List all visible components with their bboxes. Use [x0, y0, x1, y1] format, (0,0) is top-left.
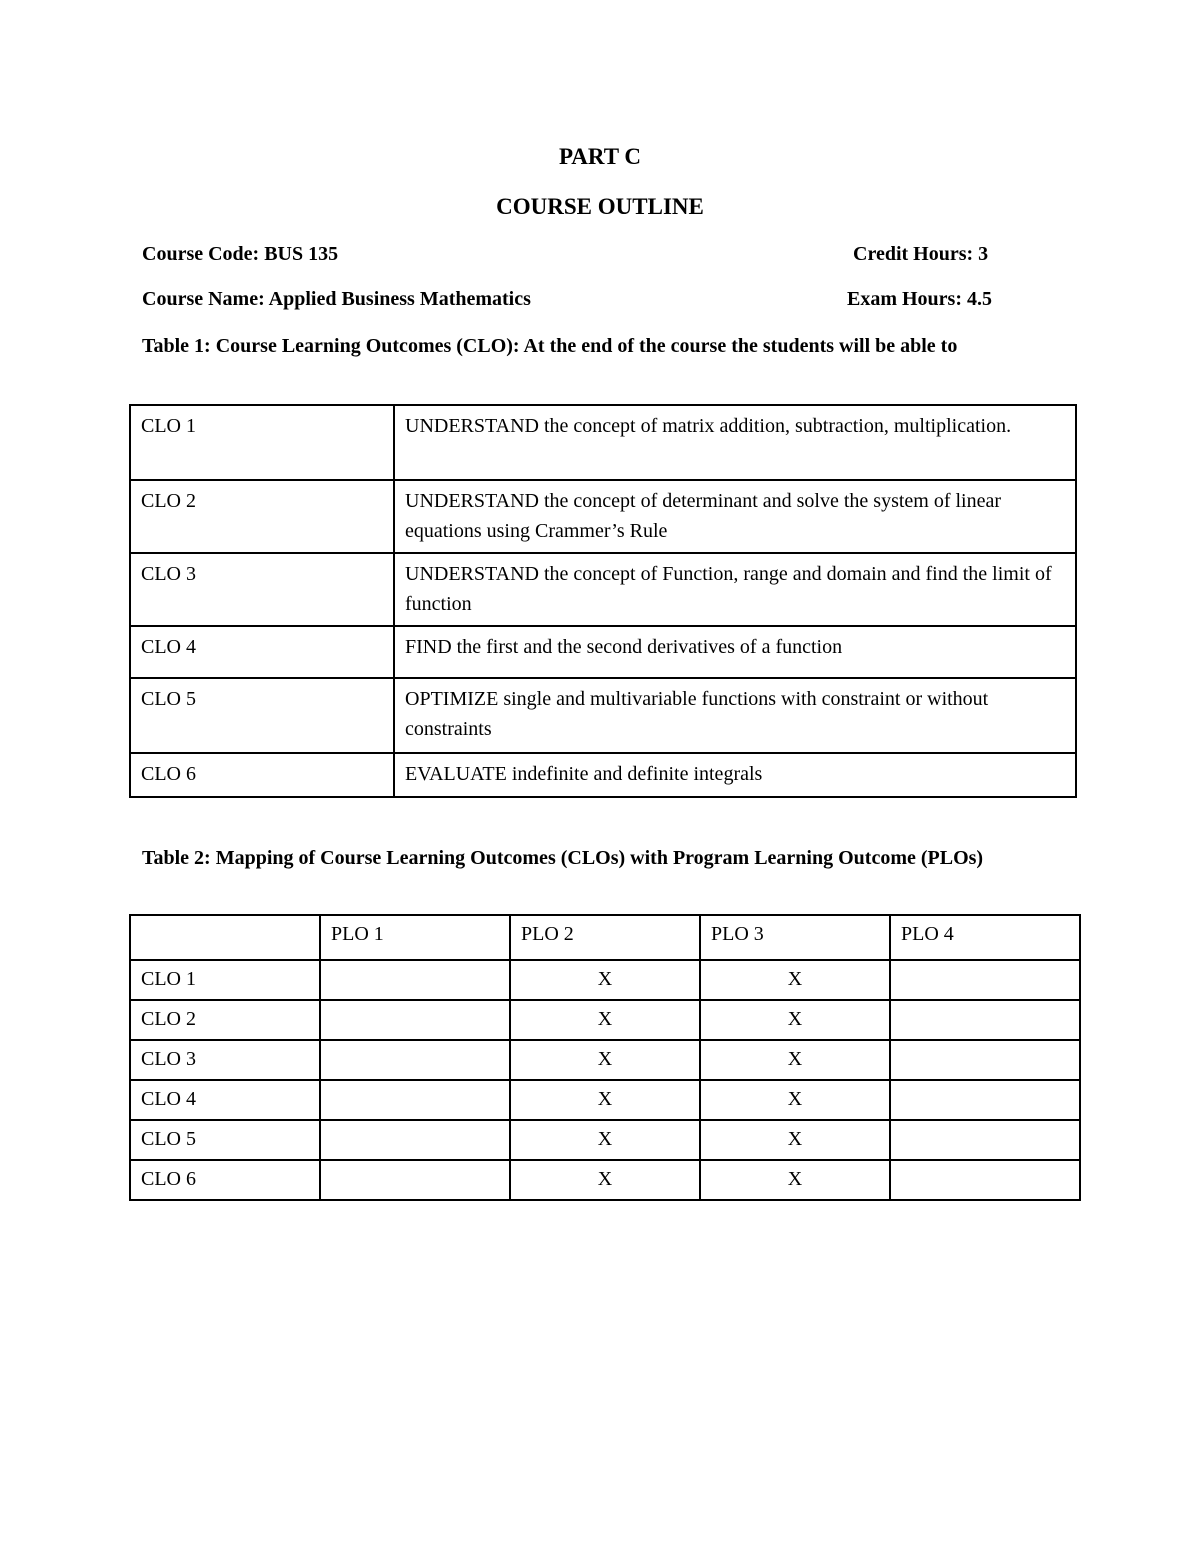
plo3-cell: X	[700, 1160, 890, 1200]
plo2-cell: X	[510, 1000, 700, 1040]
table-row	[130, 1040, 1080, 1080]
clo-description: OPTIMIZE single and multivariable functions with constraint or without constraints	[394, 678, 1076, 753]
clo-description: EVALUATE indefinite and definite integrals	[394, 753, 1076, 797]
row-label: CLO 2	[130, 1000, 320, 1040]
plo4-cell	[890, 960, 1080, 1000]
plo4-cell	[890, 1160, 1080, 1200]
course-code: Course Code: BUS 135	[142, 243, 339, 265]
plo2-cell: X	[510, 960, 700, 1000]
clo-description: UNDERSTAND the concept of determinant and solve the system of linear equations using Crammer’s Rule	[394, 480, 1076, 553]
table-row	[130, 1000, 1080, 1040]
table-row	[130, 1160, 1080, 1200]
plo3-cell: X	[700, 1080, 890, 1120]
plo2-cell: X	[510, 1120, 700, 1160]
row-label: CLO 6	[130, 1160, 320, 1200]
row-label: CLO 1	[130, 960, 320, 1000]
plo1-cell	[320, 1080, 510, 1120]
plo2-cell: X	[510, 1160, 700, 1200]
clo-code: CLO 2	[130, 480, 394, 553]
plo3-cell: X	[700, 1120, 890, 1160]
table1-caption: Table 1: Course Learning Outcomes (CLO): At the end of the course the students will be able to	[142, 335, 958, 357]
table-row	[130, 405, 1076, 480]
table-row	[130, 480, 1076, 553]
table-row	[130, 753, 1076, 797]
clo-code: CLO 5	[130, 678, 394, 753]
table-header-row	[130, 915, 1080, 960]
clo-description: UNDERSTAND the concept of Function, range and domain and find the limit of function	[394, 553, 1076, 626]
row-label: CLO 4	[130, 1080, 320, 1120]
column-header: PLO 3	[700, 915, 890, 960]
mapping-table	[129, 914, 1081, 1201]
plo2-cell: X	[510, 1040, 700, 1080]
course-name: Course Name: Applied Business Mathematics	[142, 288, 531, 310]
table-row	[130, 1080, 1080, 1120]
column-header	[130, 915, 320, 960]
column-header: PLO 4	[890, 915, 1080, 960]
plo1-cell	[320, 1120, 510, 1160]
table-row	[130, 960, 1080, 1000]
plo4-cell	[890, 1120, 1080, 1160]
plo4-cell	[890, 1040, 1080, 1080]
table-row	[130, 553, 1076, 626]
clo-table	[129, 404, 1077, 798]
table-row	[130, 626, 1076, 678]
clo-description: FIND the first and the second derivatives of a function	[394, 626, 1076, 678]
column-header: PLO 1	[320, 915, 510, 960]
plo1-cell	[320, 1040, 510, 1080]
column-header: PLO 2	[510, 915, 700, 960]
credit-hours: Credit Hours: 3	[853, 243, 989, 265]
clo-code: CLO 3	[130, 553, 394, 626]
clo-code: CLO 4	[130, 626, 394, 678]
table-row	[130, 1120, 1080, 1160]
table2-caption: Table 2: Mapping of Course Learning Outcomes (CLOs) with Program Learning Outcome (PLOs)	[142, 847, 984, 869]
plo3-cell: X	[700, 1000, 890, 1040]
row-label: CLO 3	[130, 1040, 320, 1080]
plo3-cell: X	[700, 1040, 890, 1080]
plo3-cell: X	[700, 960, 890, 1000]
plo2-cell: X	[510, 1080, 700, 1120]
part-heading: PART C	[558, 144, 642, 169]
table-row	[130, 678, 1076, 753]
clo-code: CLO 6	[130, 753, 394, 797]
plo4-cell	[890, 1000, 1080, 1040]
plo1-cell	[320, 1160, 510, 1200]
plo1-cell	[320, 960, 510, 1000]
page-title: COURSE OUTLINE	[496, 194, 704, 219]
row-label: CLO 5	[130, 1120, 320, 1160]
plo4-cell	[890, 1080, 1080, 1120]
clo-description: UNDERSTAND the concept of matrix addition, subtraction, multiplication.	[394, 405, 1076, 480]
clo-code: CLO 1	[130, 405, 394, 480]
exam-hours: Exam Hours: 4.5	[847, 288, 992, 310]
plo1-cell	[320, 1000, 510, 1040]
